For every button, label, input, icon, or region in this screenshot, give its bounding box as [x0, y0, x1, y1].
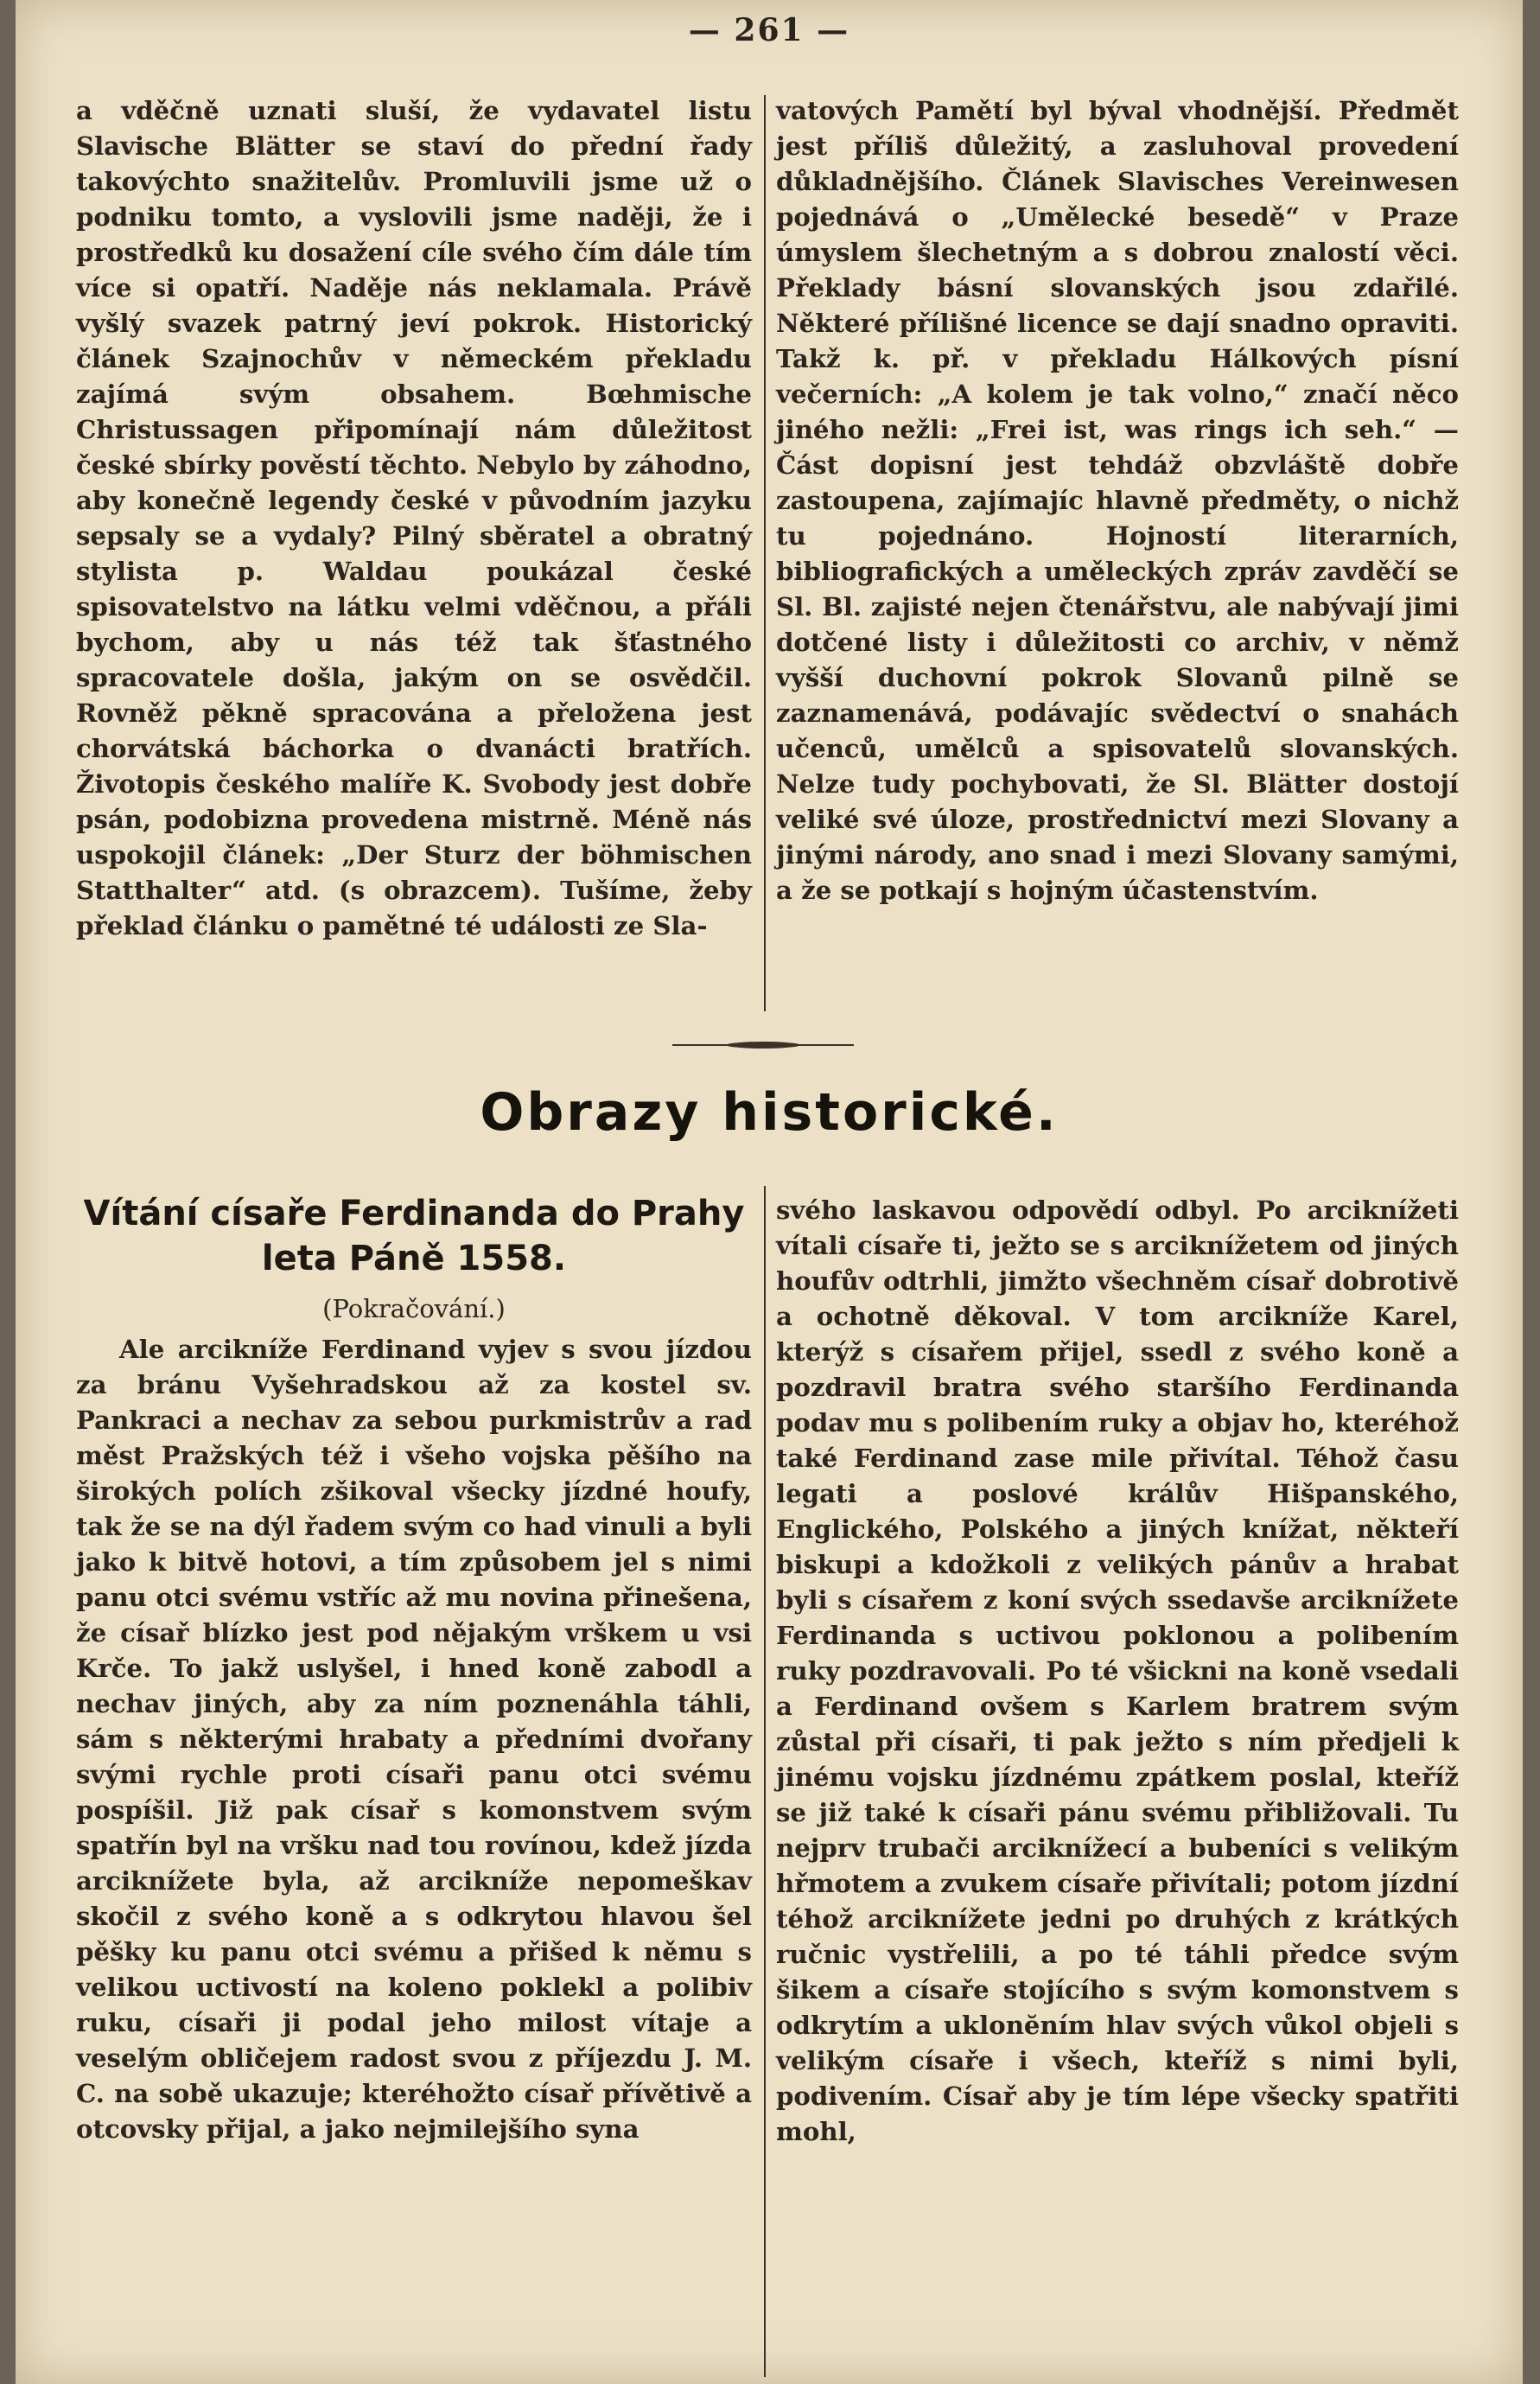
ornament-divider	[672, 1039, 854, 1051]
column-divider-top	[764, 95, 766, 1011]
newspaper-page	[16, 0, 1523, 2384]
top-right-column	[776, 93, 1459, 908]
page-number: — 261 —	[688, 12, 850, 48]
article-right-text: svého laskavou odpovědí odbyl. Po arciknížeti vítali císaře ti, ježto se s arciknížetem od jiných houfův odtrhli, jimžto všechněm císař dobrotivě a ochotně děkoval. V tom arcikníže Karel, kterýž s císařem přijel, ssedl z svého koně a pozdravil bratra svého staršího Ferdinanda podav mu s polibením ruky a objav ho, kteréhož také Ferdinand zase mile přivítal. Téhož času legati a poslové králův Hišpanského, Englického, Polského a jiných knížat, někteří biskupi a kdožkoli z velikých pánův a hrabat byli s císařem z koní svých ssedavše arciknížete Ferdinanda s uctivou poklonou a polibením ruky pozdravovali. Po té všickni na koně vsedali a Ferdinand ovšem s Karlem bratrem svým zůstal při císaři, ti pak ježto s ním předjeli k jinému vojsku jízdnému zpátkem poslal, kteříž se již také k císaři pánu svému přibližovali. Tu nejprv trubači arciknížecí a bubeníci s velikým hřmotem a zvukem císaře přivítali; potom jízdní téhož arciknížete jedni po druhých z krátkých ručnic vystřelili, a po té táhli předce svým šikem a císaře stojícího s svým komonstvem s odkrytím a uklonĕním hlav svých vůkol objeli s velikým císaře i všech, kteříž s nimi byli, podivením. Císař aby je tím lépe všecky spatřiti mohl,	[776, 1195, 1459, 2146]
article-right-column	[776, 1193, 1459, 2150]
top-left-text: a vděčně uznati sluší, že vydavatel listu Slavische Blätter se staví do přední řady takovýchto snažitelův. Promluvili jsme už o podniku tomto, a vyslovili jsme naději, že i prostředků ku dosažení cíle svého čím dále tím více si opatří. Naděje nás neklamala. Právě vyšlý svazek patrný jeví pokrok. Historický článek Szajnochův v německém překladu zajímá svým obsahem. Bœhmische Christussagen připomínají nám důležitost české sbírky pověstí těchto. Nebylo by záhodno, aby konečně legendy české v původním jazyku sepsaly se a vydaly? Pilný sběratel a obratný stylista p. Waldau poukázal české spisovatelstvo na látku velmi vděčnou, a přáli bychom, aby u nás též tak šťastného spracovatele došla, jakým on se osvědčil. Rovněž pěkně spracována a přeložena jest chorvátská báchorka o dvanácti bratřích. Životopis českého malíře K. Svobody jest dobře psán, podobizna provedena mistrně. Méně nás uspokojil článek: „Der Sturz der böhmischen Statthalter“ atd. (s obrazcem). Tušíme, žeby překlad článku o pamětné té události ze Sla-	[76, 96, 752, 940]
article-subtitle: (Pokračování.)	[322, 1294, 506, 1323]
top-left-column	[76, 93, 752, 944]
section-title: Obrazy historické.	[480, 1082, 1059, 1143]
article-title: Vítání císaře Ferdinanda do Prahy leta Páně 1558.	[83, 1194, 745, 1278]
article-left-column	[76, 1191, 752, 2147]
column-divider-bottom	[764, 1186, 766, 2377]
article-left-text: Ale arcikníže Ferdinand vyjev s svou jízdou za bránu Vyšehradskou až za kostel sv. Pankraci a nechav za sebou purkmistrův a rad měst Pražských též i všeho vojska pěšího na širokých polích zšikoval všecky jízdné houfy, tak že se na dýl řadem svým co had vinuli a byli jako k bitvě hotovi, a tím způsobem jel s nimi panu otci svému vstříc až mu novina přinešena, že císař blízko jest pod nějakým vrškem u vsi Krče. To jakž uslyšel, i hned koně zabodl a nechav jiných, aby za ním poznenáhla táhli, sám s některými hrabaty a předními dvořany svými rychle proti císaři panu otci svému pospíšil. Již pak císař s komonstvem svým spatřín byl na vršku nad tou rovínou, kdež jízda arciknížete byla, až arcikníže nepomeškav skočil z svého koně a s odkrytou hlavou šel pěšky ku panu otci svému a přišed k němu s velikou uctivostí na koleno poklekl a polibiv ruku, císaři ji podal jeho milost vítaje a veselým obličejem radost svou z příjezdu J. M. C. na sobě ukazuje; kteréhožto císař přívětivě a otcovsky přijal, a jako nejmilejšího syna	[76, 1335, 752, 2144]
top-right-text: vatových Pamětí byl býval vhodnější. Předmět jest příliš důležitý, a zasluhoval provedení důkladnějšího. Článek Slavisches Vereinwesen pojednává o „Umělecké besedě“ v Praze úmyslem šlechetným a s dobrou znalostí věci. Překlady básní slovanských jsou zdařilé. Některé přílišné licence se dají snadno opraviti. Takž k. př. v překladu Hálkových písní večerních: „A kolem je tak volno,“ značí něco jiného nežli: „Frei ist, was rings ich seh.“ — Část dopisní jest tehdáž obzvláště dobře zastoupena, zajímajíc hlavně předměty, o nichž tu pojednáno. Hojností literarních, bibliografických a uměleckých zpráv zavděčí se Sl. Bl. zajisté nejen čtenářstvu, ale nabývají jimi dotčené listy i důležitosti co archiv, v němž vyšší duchovní pokrok Slovanů pilně se zaznamenává, podávajíc svědectví o snahách učenců, umělců a spisovatelů slovanských. Nelze tudy pochybovati, že Sl. Blätter dostojí veliké své úloze, prostřednictví mezi Slovany a jinými národy, ano snad i mezi Slovany samými, a že se potkají s hojným účastenstvím.	[776, 96, 1459, 905]
